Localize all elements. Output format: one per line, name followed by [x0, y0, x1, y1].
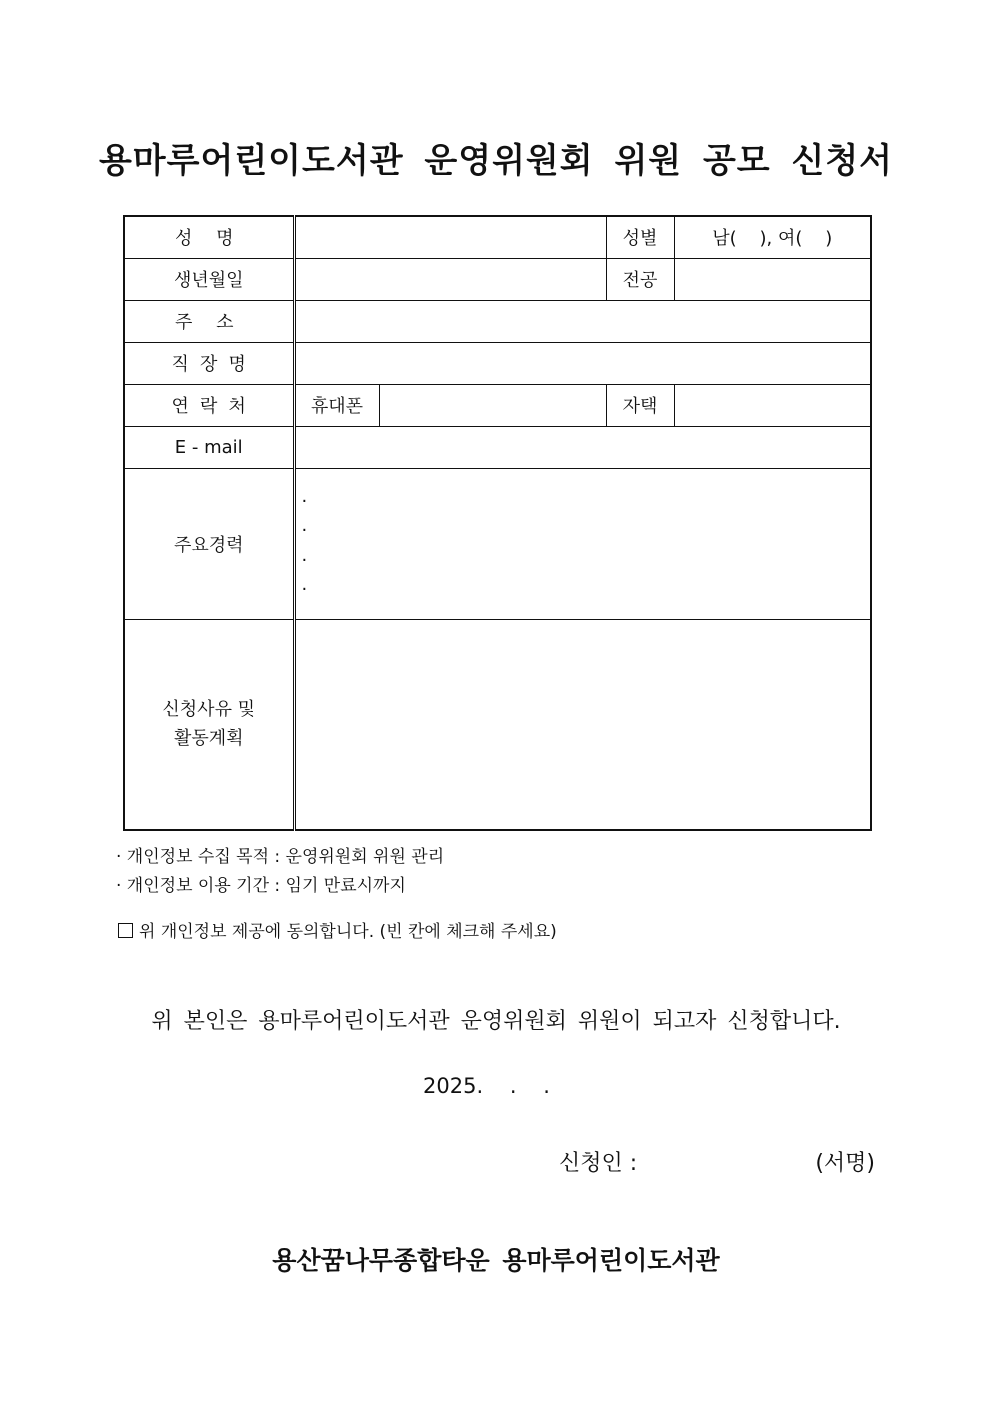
career-bullet: ·	[301, 579, 308, 600]
gender-field[interactable]: 남( ), 여( )	[674, 216, 871, 258]
reason-label: 신청사유 및 활동계획	[124, 619, 294, 830]
contact-label: 연 락 처	[124, 384, 294, 426]
row-email	[124, 426, 871, 468]
issuer-name: 용산꿈나무종합타운 용마루어린이도서관	[272, 1246, 720, 1275]
row-address	[124, 300, 871, 342]
home-phone-label: 자택	[606, 384, 674, 426]
declaration-text: 위 본인은 용마루어린이도서관 운영위원회 위원이 되고자 신청합니다.	[151, 1009, 841, 1034]
major-label: 전공	[606, 258, 674, 300]
application-form-table	[123, 215, 872, 831]
career-bullet: ·	[301, 520, 308, 541]
career-bullet: ·	[301, 549, 308, 571]
privacy-notes	[116, 843, 444, 901]
email-field[interactable]	[294, 426, 871, 468]
career-field[interactable]	[294, 468, 871, 619]
application-date: 2025. . .	[423, 1074, 550, 1098]
reason-field[interactable]	[294, 619, 871, 830]
row-birth	[124, 258, 871, 300]
workplace-label: 직 장 명	[124, 342, 294, 384]
email-label: E - mail	[124, 426, 294, 468]
privacy-period-note: · 개인정보 이용 기간 : 임기 만료시까지	[116, 876, 406, 896]
address-field[interactable]	[294, 300, 871, 342]
row-contact	[124, 384, 871, 426]
row-workplace	[124, 342, 871, 384]
signature-line	[559, 1146, 875, 1177]
form-title: 용마루어린이도서관 운영위원회 위원 공모 신청서	[98, 141, 894, 181]
workplace-field[interactable]	[294, 342, 871, 384]
career-bullet-list	[296, 469, 871, 605]
career-label: 주요경력	[124, 468, 294, 619]
mobile-field[interactable]	[379, 384, 606, 426]
signature-mark[interactable]: (서명)	[815, 1151, 875, 1176]
privacy-purpose-note: · 개인정보 수집 목적 : 운영위원회 위원 관리	[116, 847, 445, 867]
consent-text: 위 개인정보 제공에 동의합니다. (빈 칸에 체크해 주세요)	[139, 922, 557, 942]
row-career	[124, 468, 871, 619]
birth-label: 생년월일	[124, 258, 294, 300]
name-field[interactable]	[294, 216, 606, 258]
gender-label: 성별	[606, 216, 674, 258]
privacy-consent	[118, 917, 557, 942]
home-phone-field[interactable]	[674, 384, 871, 426]
career-bullet: ·	[301, 490, 308, 512]
name-label: 성 명	[124, 216, 294, 258]
major-field[interactable]	[674, 258, 871, 300]
address-label: 주 소	[124, 300, 294, 342]
applicant-label: 신청인 :	[559, 1151, 638, 1176]
birth-field[interactable]	[294, 258, 606, 300]
row-reason	[124, 619, 871, 830]
mobile-label: 휴대폰	[294, 384, 379, 426]
row-name	[124, 216, 871, 258]
consent-checkbox[interactable]	[118, 923, 133, 938]
